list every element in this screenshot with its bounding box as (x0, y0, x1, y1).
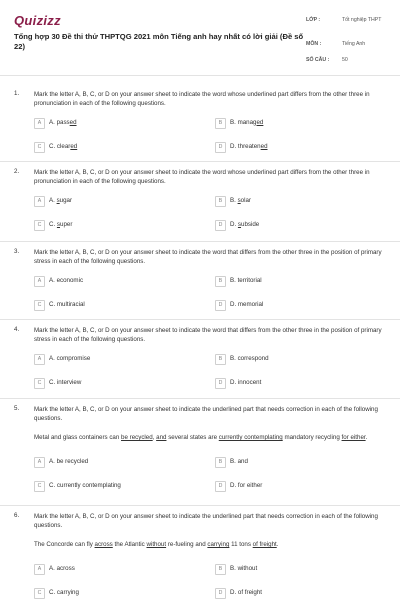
question-divider (0, 398, 400, 399)
option-label (49, 301, 85, 308)
sentence-segment: Metal and glass containers can (34, 434, 122, 441)
question-number: 6. (14, 512, 20, 519)
sentence-segment: , (152, 434, 157, 441)
meta-class-label: LỚP : (306, 17, 321, 23)
underlined-segment: currently contemplating (218, 434, 283, 441)
option-letter-box[interactable]: B (215, 564, 226, 575)
question-number: 5. (14, 405, 20, 412)
underlined-segment: without (146, 541, 167, 548)
page-title: Tổng hợp 30 Đề thi thử THPTQG 2021 môn Tiếng anh hay nhất có lời giải (Đề số 22) (14, 32, 304, 51)
sentence-segment: several states are (166, 434, 219, 441)
option-label (49, 355, 90, 362)
question-prompt: Mark the letter A, B, C, or D on your answer sheet to indicate the word that differs from the other three in the position of primary stress in each of the following questions. (34, 249, 382, 266)
option-text: B. and (230, 458, 248, 465)
question-number: 2. (14, 168, 20, 175)
option-label (230, 119, 263, 126)
option-text: D. of freight (230, 589, 262, 596)
option-text: B. correspond (230, 355, 269, 362)
option-letter-box[interactable]: D (215, 481, 226, 492)
option-text: A. be recycled (49, 458, 89, 465)
option-label (230, 458, 248, 465)
quizizz-logo: Quizizz (14, 13, 61, 28)
option-text: B. manag (230, 119, 257, 126)
option-label (230, 277, 262, 284)
option-label (49, 221, 72, 228)
option-letter-box[interactable]: B (215, 118, 226, 129)
question-prompt: Mark the letter A, B, C, or D on your answer sheet to indicate the word whose underlined part differs from the other three in pronunciation in each of the following questions. (34, 169, 370, 186)
option-letter-box[interactable]: C (34, 300, 45, 311)
option-underlined-part: ed (256, 119, 264, 126)
question-number: 4. (14, 326, 20, 333)
option-label (230, 565, 257, 572)
question-prompt: Mark the letter A, B, C, or D on your answer sheet to indicate the word whose underlined part differs from the other three in pronunciation in each of the following questions. (34, 91, 370, 108)
question-number: 3. (14, 248, 20, 255)
option-label (230, 482, 262, 489)
option-label (230, 355, 269, 362)
option-text: A. economic (49, 277, 84, 284)
option-letter-box[interactable]: A (34, 457, 45, 468)
question-prompt: Mark the letter A, B, C, or D on your answer sheet to indicate the underlined part that needs correction in each of the following questions. (34, 513, 378, 530)
question-divider (0, 241, 400, 242)
meta-count-label: SỐ CÂU : (306, 57, 330, 63)
option-letter-box[interactable]: A (34, 196, 45, 207)
worksheet-header (0, 0, 400, 72)
option-text: D. innocent (230, 379, 262, 386)
option-text-rest: uper (60, 221, 73, 228)
option-text: A. compromise (49, 355, 91, 362)
option-letter-box[interactable]: A (34, 118, 45, 129)
option-letter-box[interactable]: A (34, 276, 45, 287)
meta-count-value: 50 (342, 57, 348, 63)
question-divider (0, 161, 400, 162)
question-divider (0, 319, 400, 320)
option-text: A. across (49, 565, 75, 572)
option-text: C. multiracial (49, 301, 85, 308)
option-label (49, 458, 88, 465)
option-underlined-part: s (56, 197, 60, 204)
option-letter-box[interactable]: C (34, 481, 45, 492)
question-number: 1. (14, 90, 20, 97)
option-label (230, 589, 262, 596)
option-text: D. memorial (230, 301, 264, 308)
option-text: B. without (230, 565, 258, 572)
option-letter-box[interactable]: B (215, 196, 226, 207)
underlined-segment: for either (341, 434, 366, 441)
option-text: A. (49, 197, 57, 204)
option-label (49, 379, 81, 386)
option-text: C. interview (49, 379, 82, 386)
option-letter-box[interactable]: D (215, 220, 226, 231)
option-underlined-part: s (237, 221, 242, 228)
question-divider (0, 505, 400, 506)
option-letter-box[interactable]: C (34, 588, 45, 599)
option-text: C. currently contemplating (49, 482, 121, 489)
option-text: B. territorial (230, 277, 262, 284)
option-label (230, 197, 251, 204)
sentence-segment: The Concorde can fly (34, 541, 95, 548)
option-label (49, 565, 75, 572)
option-letter-box[interactable]: D (215, 142, 226, 153)
option-underlined-part: ed (260, 143, 268, 150)
option-letter-box[interactable]: B (215, 276, 226, 287)
question-sentence (34, 433, 390, 442)
option-underlined-part: ed (70, 143, 78, 150)
option-text: A. pass (49, 119, 70, 126)
option-label (49, 482, 121, 489)
option-text: D. for either (230, 482, 263, 489)
underlined-segment: carrying (207, 541, 230, 548)
option-letter-box[interactable]: D (215, 300, 226, 311)
option-letter-box[interactable]: D (215, 588, 226, 599)
option-letter-box[interactable]: B (215, 457, 226, 468)
option-letter-box[interactable]: D (215, 378, 226, 389)
header-divider (0, 75, 400, 76)
underlined-segment: across (94, 541, 113, 548)
option-label (49, 197, 72, 204)
option-text-rest: ubside (241, 221, 260, 228)
option-underlined-part: ed (69, 119, 77, 126)
option-text: B. (230, 197, 238, 204)
option-letter-box[interactable]: A (34, 564, 45, 575)
option-text: D. (230, 221, 238, 228)
option-label (230, 379, 261, 386)
sentence-segment: the Atlantic (112, 541, 147, 548)
option-label (49, 143, 77, 150)
option-label (49, 277, 83, 284)
sentence-segment: . (276, 541, 279, 548)
meta-subject-value: Tiếng Anh (342, 41, 366, 47)
question-prompt: Mark the letter A, B, C, or D on your answer sheet to indicate the word that differs from the other three in the position of primary stress in each of the following questions. (34, 327, 382, 344)
option-text: C. carrying (49, 589, 79, 596)
option-letter-box[interactable]: B (215, 354, 226, 365)
option-underlined-part: s (237, 197, 241, 204)
option-label (230, 221, 259, 228)
sentence-segment: mandatory recycling (282, 434, 342, 441)
question-sentence (34, 540, 390, 549)
option-label (230, 143, 268, 150)
underlined-segment: and (156, 434, 167, 441)
underlined-segment: of freight (252, 541, 277, 548)
option-letter-box[interactable]: C (34, 142, 45, 153)
sentence-segment: . (365, 434, 368, 441)
option-label (49, 119, 77, 126)
option-text: C. clear (49, 143, 71, 150)
sentence-segment: 11 tons (229, 541, 253, 548)
option-underlined-part: s (56, 221, 61, 228)
option-letter-box[interactable]: A (34, 354, 45, 365)
option-label (230, 301, 263, 308)
option-text: D. threaten (230, 143, 261, 150)
option-letter-box[interactable]: C (34, 378, 45, 389)
option-text-rest: ugar (59, 197, 73, 204)
question-prompt: Mark the letter A, B, C, or D on your answer sheet to indicate the underlined part that needs correction in each of the following questions. (34, 406, 378, 423)
meta-class-value: Tốt nghiệp THPT (342, 17, 382, 23)
underlined-segment: be recycled (121, 434, 153, 441)
option-text-rest: olar (240, 197, 251, 204)
option-text: C. (49, 221, 57, 228)
option-label (49, 589, 79, 596)
option-letter-box[interactable]: C (34, 220, 45, 231)
meta-subject-label: MÔN : (306, 41, 322, 47)
sentence-segment: re-fueling and (166, 541, 208, 548)
